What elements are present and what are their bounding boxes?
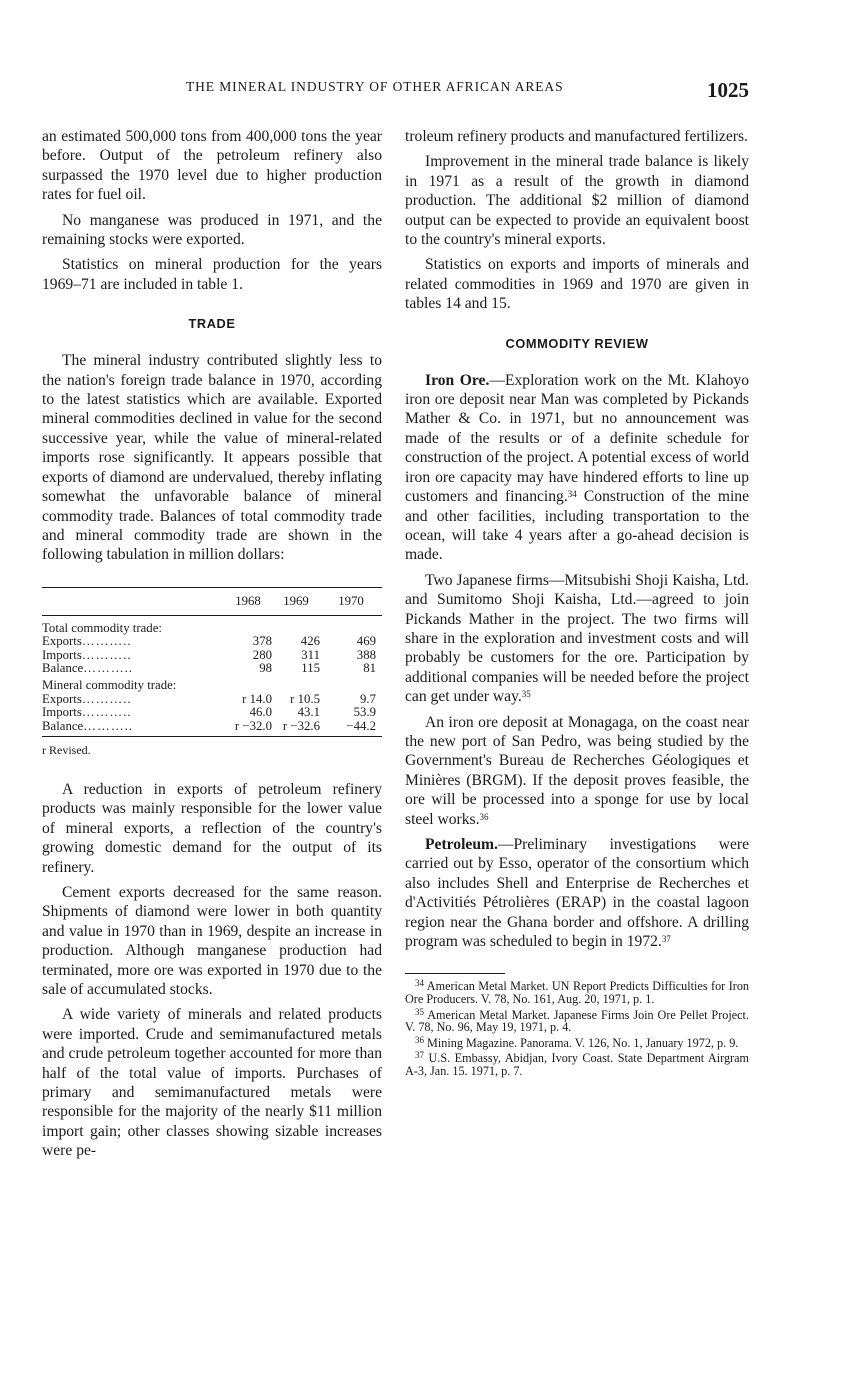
paragraph-iron-ore: Iron Ore.—Exploration work on the Mt. Klahoyo iron ore deposit near Man was completed by Pickands Mather & Co. in 1971, but no announcement was made of the results or of a definite schedule for construction of the project. A potential excess of world iron ore capacity may have hindered efforts to line up customers and financing.$^{34}$ Construction of the mine and other facilities, including transportation to the ocean, will take 4 years after a go-ahead decision is made. xyxy=(405,371,749,564)
paragraph: The mineral industry contributed slightly less to the nation's foreign trade balance in 1970, according to the latest statistics which are available. Exported mineral commodities declined in value for the second successive year, while the value of mineral-related imports rose significantly. It appears possible that exports of diamond are undervalued, thereby inflating somewhat the unfavorable balance of mineral commodity trade. Balances of total commodity trade and mineral commodity trade are shown in the following tabulation in million dollars: xyxy=(42,352,382,564)
table-cell: 98 xyxy=(259,660,272,675)
runin-heading-petroleum: Petroleum. xyxy=(425,836,498,853)
table-cell: r −32.6 xyxy=(272,720,320,737)
footnote-ref[interactable]: 35 xyxy=(521,689,531,700)
paragraph: No manganese was produced in 1971, and the remaining stocks were exported. xyxy=(42,211,382,249)
row-label: Exports xyxy=(42,634,82,649)
table-cell: 378 xyxy=(252,634,272,649)
table-cell: 280 xyxy=(252,647,272,662)
paragraph: Cement exports decreased for the same reason. Shipments of diamond were lower in both quantity and value in 1970 than in 1969, despite an increase in production. Although manganese production had terminated, more ore was exported in 1970 due to the sale of accumulated stocks. xyxy=(42,884,382,999)
row-label: Exports xyxy=(42,691,82,706)
column-header: 1969 xyxy=(272,587,320,615)
table-cell: 9.7 xyxy=(360,691,376,706)
table-cell: 46.0 xyxy=(249,705,272,720)
table-note: r Revised. xyxy=(42,742,91,757)
group-label: Mineral commodity trade: xyxy=(42,678,177,693)
table-cell: 43.1 xyxy=(297,705,320,720)
table-row: Imports……….. 280 311 388 xyxy=(42,649,382,662)
table-cell: 53.9 xyxy=(353,705,376,720)
page-number: 1025 xyxy=(707,78,749,102)
footnote-ref[interactable]: 34 xyxy=(567,489,577,500)
row-label: Imports xyxy=(42,705,82,720)
paragraph-petroleum: Petroleum.—Preliminary investigations were carried out by Esso, operator of the consortium which also includes Shell and Enterprise de Recherches et d'Activitiés Pétrolières (ERAP) in the coastal lagoon region near the Ghana border and offshore. A drilling program was scheduled to begin in 1972.37 xyxy=(405,836,749,951)
table-row: Balance……….. r −32.0 r −32.6 −44.2 xyxy=(42,720,382,737)
left-column xyxy=(42,127,382,1167)
footnote-ref[interactable]: 37 xyxy=(661,934,671,945)
footnote: $^{36}$ Mining Magazine. Panorama. V. 126, No. 1, January 1972, p. 9. xyxy=(415,1034,739,1050)
table-cell: 426 xyxy=(300,634,320,649)
table-cell: 81 xyxy=(363,660,376,675)
row-label: Balance xyxy=(42,660,84,675)
trade-table xyxy=(42,587,382,737)
footnote: $^{34}$ American Metal Market. UN Report Predicts Difficulties for Iron Ore Producers. V. 78, No. 161, Aug. 20, 1971, p. 1. xyxy=(405,978,750,1007)
row-label: Imports xyxy=(42,647,82,662)
table-cell: 115 xyxy=(301,660,320,675)
footnote: $^{37}$ U.S. Embassy, Abidjan, Ivory Coast. State Department Airgram A-3, Jan. 15. 1971, p. 7. xyxy=(405,1050,750,1078)
table-row: Exports……….. r 14.0 r 10.5 9.7 xyxy=(42,693,382,706)
table-cell: 388 xyxy=(356,647,376,662)
paragraph: Improvement in the mineral trade balance is likely in 1971 as a result of the growth in diamond production. The additional $2 million of diamond output can be expected to provide an equivalent boost to the country's mineral exports. xyxy=(405,153,749,249)
table-cell: r −32.0 xyxy=(224,720,272,737)
table-cell: −44.2 xyxy=(320,720,382,737)
table-cell: 469 xyxy=(356,634,376,649)
right-column xyxy=(405,127,749,1081)
table-row: Balance……….. 98 115 81 xyxy=(42,662,382,675)
runin-heading-iron-ore: Iron Ore. xyxy=(425,371,490,389)
paragraph: an estimated 500,000 tons from 400,000 tons the year before. Output of the petroleum refinery also surpassed the 1970 level due to higher production rates for fuel oil. xyxy=(42,128,382,204)
paragraph: A wide variety of minerals and related products were imported. Crude and semimanufactured metals and crude petroleum together accounted for more than half of the total value of imports. Purchases of primary and semimanufactured metals were responsible for the majority of the nearly $11 million import gain; other classes showing sizable increases were pe- xyxy=(42,1006,382,1160)
column-header: 1968 xyxy=(224,587,272,615)
column-header: 1970 xyxy=(320,587,382,615)
table-row: Exports……….. 378 426 469 xyxy=(42,635,382,648)
table-cell: r 10.5 xyxy=(290,691,320,706)
table-row: Imports……….. 46.0 43.1 53.9 xyxy=(42,706,382,719)
paragraph: troleum refinery products and manufactured fertilizers. xyxy=(405,128,748,145)
trade-heading: TRADE xyxy=(188,316,236,332)
footnote-ref[interactable]: 36 xyxy=(479,811,489,822)
group-label: Total commodity trade: xyxy=(42,620,162,635)
commodity-review-heading: COMMODITY REVIEW xyxy=(505,335,649,351)
running-head: THE MINERAL INDUSTRY OF OTHER AFRICAN AREAS xyxy=(186,79,564,94)
paragraph: Statistics on mineral production for the years 1969–71 are included in table 1. xyxy=(42,256,382,293)
footnote-rule xyxy=(405,973,505,974)
paragraph: An iron ore deposit at Monagaga, on the coast near the new port of San Pedro, was being studied by the Government's Bureau de Recherches Géologiques et Minières (BRGM). If the deposit proves feasible, the ore will be processed into a sponge for use by local steel works.$^{36}$ xyxy=(405,713,749,828)
paragraph: Two Japanese firms—Mitsubishi Shoji Kaisha, Ltd. and Sumitomo Shoji Kaisha, Ltd.—agreed to join Pickands Mather in the project. The two firms will share in the exploration and investment costs and will probably be customers for the ore. Participation by additional companies will be needed before the project can get under way.$^{35}$ xyxy=(405,571,749,706)
row-label: Balance xyxy=(42,718,84,733)
table-cell: r 14.0 xyxy=(242,691,272,706)
paragraph: A reduction in exports of petroleum refinery products was mainly responsible for the lower value of mineral exports, a reflection of the country's growing domestic demand for the output of its refinery. xyxy=(42,780,382,876)
paragraph: Statistics on exports and imports of minerals and related commodities in 1969 and 1970 are given in tables 14 and 15. xyxy=(405,256,749,313)
table-cell: 311 xyxy=(301,647,320,662)
footnote: $^{35}$ American Metal Market. Japanese Firms Join Ore Pellet Project. V. 78, No. 96, May 19, 1971, p. 4. xyxy=(405,1006,749,1035)
